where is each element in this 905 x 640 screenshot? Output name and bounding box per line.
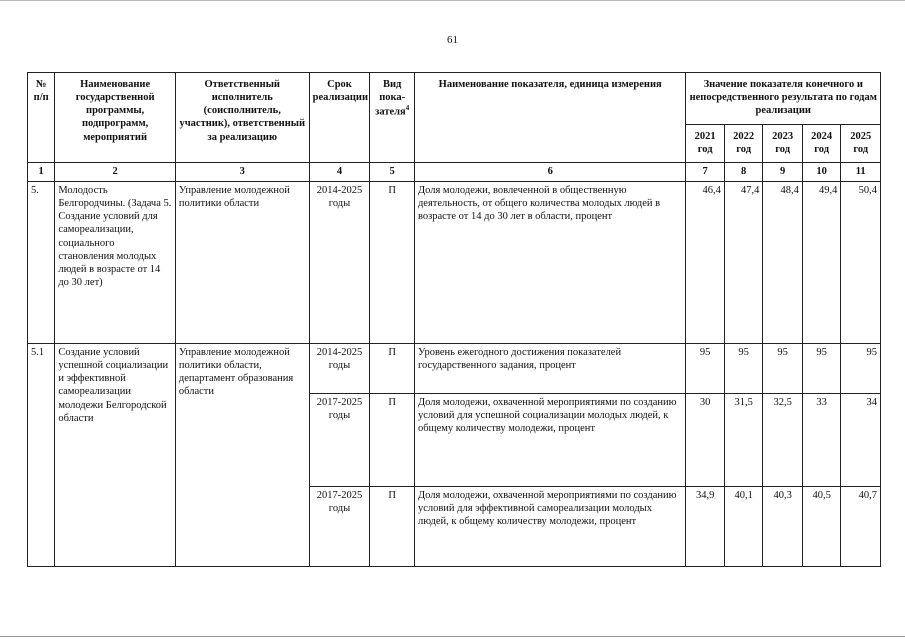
row-value-2021: 34,9 bbox=[686, 487, 724, 567]
year-unit: год bbox=[736, 144, 752, 156]
row-value-2022: 47,4 bbox=[724, 182, 762, 344]
row-type: П bbox=[370, 182, 415, 344]
column-number: 2 bbox=[55, 163, 176, 182]
header-values-group: Значение показателя конечного и непосредственного результата по годам реализации bbox=[686, 73, 881, 125]
year-unit: год bbox=[853, 144, 869, 156]
header-year-2021 bbox=[686, 125, 724, 163]
header-year-2022 bbox=[724, 125, 762, 163]
column-number: 1 bbox=[28, 163, 55, 182]
row-executor: Управление молодежной политики области, департамент образования области bbox=[175, 344, 309, 567]
page-number: 61 bbox=[447, 34, 458, 46]
year-label: 2022 bbox=[733, 131, 755, 142]
year-label: 2023 bbox=[772, 131, 794, 142]
row-value-2025: 95 bbox=[841, 344, 881, 394]
row-term: 2017-2025 годы bbox=[309, 487, 370, 567]
row-indicator: Уровень ежегодного достижения показателей государственного задания, процент bbox=[414, 344, 685, 394]
row-value-2024: 33 bbox=[802, 394, 840, 487]
row-value-2022: 31,5 bbox=[724, 394, 762, 487]
row-value-2021: 46,4 bbox=[686, 182, 724, 344]
row-term: 2017-2025 годы bbox=[309, 394, 370, 487]
row-value-2022: 40,1 bbox=[724, 487, 762, 567]
row-term: 2014-2025 годы bbox=[309, 344, 370, 394]
row-value-2024: 49,4 bbox=[802, 182, 840, 344]
row-value-2025: 50,4 bbox=[841, 182, 881, 344]
column-number: 9 bbox=[763, 163, 803, 182]
column-number: 3 bbox=[175, 163, 309, 182]
row-value-2023: 48,4 bbox=[763, 182, 803, 344]
year-label: 2025 bbox=[850, 131, 872, 142]
row-indicator: Доля молодежи, вовлеченной в общественную деятельность, от общего количества молодых людей в возрасте от 14 до 30 лет в области, процент bbox=[414, 182, 685, 344]
row-value-2025: 34 bbox=[841, 394, 881, 487]
table-row-5 bbox=[28, 182, 881, 344]
header-type-footnote: 4 bbox=[405, 104, 410, 113]
row-value-2024: 95 bbox=[802, 344, 840, 394]
column-number: 4 bbox=[309, 163, 370, 182]
header-year-2025 bbox=[841, 125, 881, 163]
column-number: 10 bbox=[802, 163, 840, 182]
column-number: 11 bbox=[841, 163, 881, 182]
row-type: П bbox=[370, 394, 415, 487]
row-num: 5. bbox=[28, 182, 55, 344]
header-year-2023 bbox=[763, 125, 803, 163]
header-program: Наименование государственной программы, подпрограмм, мероприятий bbox=[55, 73, 176, 163]
header-term: Срок реализации bbox=[309, 73, 370, 163]
bottom-scan-edge bbox=[0, 636, 905, 637]
row-value-2021: 30 bbox=[686, 394, 724, 487]
header-year-2024 bbox=[802, 125, 840, 163]
row-value-2021: 95 bbox=[686, 344, 724, 394]
year-unit: год bbox=[775, 144, 791, 156]
row-indicator: Доля молодежи, охваченной мероприятиями по созданию условий для успешной социализации молодых людей, к общему количеству молодежи, процент bbox=[414, 394, 685, 487]
column-number: 7 bbox=[686, 163, 724, 182]
header-type-label: Вид пока-зателя bbox=[375, 79, 406, 118]
header-indicator: Наименование показателя, единица измерения bbox=[414, 73, 685, 163]
row-value-2022: 95 bbox=[724, 344, 762, 394]
header-type bbox=[370, 73, 415, 163]
row-type: П bbox=[370, 344, 415, 394]
column-number: 6 bbox=[414, 163, 685, 182]
row-value-2023: 32,5 bbox=[763, 394, 803, 487]
table-row-5-1-a bbox=[28, 344, 881, 394]
year-unit: год bbox=[814, 144, 830, 156]
column-number-row bbox=[28, 163, 881, 182]
row-type: П bbox=[370, 487, 415, 567]
row-program-name: Создание условий успешной социализации и эффективной самореализации молодежи Белгородской области bbox=[55, 344, 176, 567]
row-executor: Управление молодежной политики области bbox=[175, 182, 309, 344]
year-unit: год bbox=[697, 144, 713, 156]
column-number: 8 bbox=[724, 163, 762, 182]
row-value-2023: 95 bbox=[763, 344, 803, 394]
year-label: 2024 bbox=[811, 131, 833, 142]
row-indicator: Доля молодежи, охваченной мероприятиями по созданию условий для эффективной самореализации молодых людей, к общему количеству молодежи, процент bbox=[414, 487, 685, 567]
header-num: № п/п bbox=[28, 73, 55, 163]
year-label: 2021 bbox=[694, 131, 716, 142]
header-row-top bbox=[28, 73, 881, 125]
column-number: 5 bbox=[370, 163, 415, 182]
top-scan-edge bbox=[0, 0, 905, 1]
row-value-2025: 40,7 bbox=[841, 487, 881, 567]
row-value-2023: 40,3 bbox=[763, 487, 803, 567]
indicators-table bbox=[27, 72, 881, 567]
row-program-name: Молодость Белгородчины. (Задача 5. Создание условий для самореализации, социального становления молодых людей в возрасте от 14 до 30 лет) bbox=[55, 182, 176, 344]
row-term: 2014-2025 годы bbox=[309, 182, 370, 344]
row-value-2024: 40,5 bbox=[802, 487, 840, 567]
row-num: 5.1 bbox=[28, 344, 55, 567]
header-executor: Ответственный исполнитель (соисполнитель, участник), ответственный за реализацию bbox=[175, 73, 309, 163]
